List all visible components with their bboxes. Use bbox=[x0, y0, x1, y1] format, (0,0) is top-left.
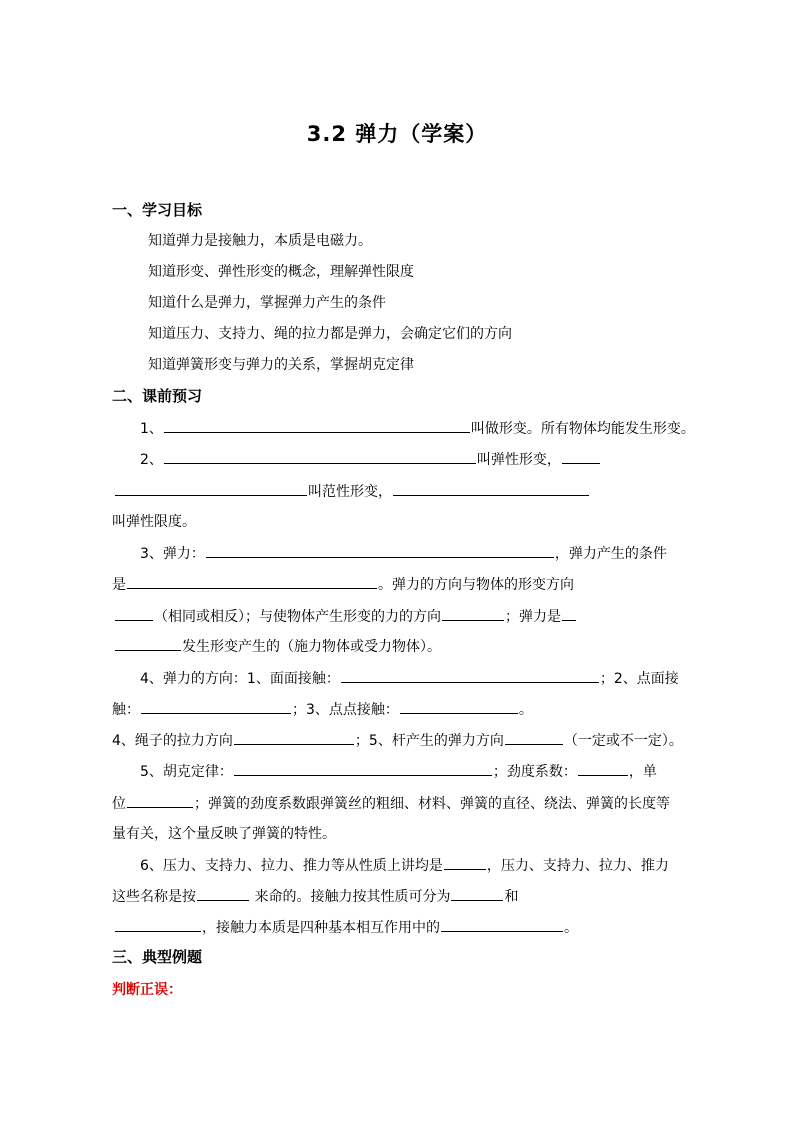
question-5-cont bbox=[112, 793, 670, 814]
question-text: ；2、点面接 bbox=[599, 671, 679, 687]
question-text: ，弹力产生的条件 bbox=[554, 546, 667, 562]
question-text: 3、弹力： bbox=[140, 546, 205, 562]
answer-blank[interactable] bbox=[197, 886, 249, 901]
question-text: 5、胡克定律： bbox=[140, 764, 233, 780]
question-4 bbox=[140, 668, 679, 689]
answer-blank[interactable] bbox=[206, 543, 554, 558]
question-text: 。弹力的方向与物体的形变方向 bbox=[378, 577, 574, 593]
question-text: 4、绳子的拉力方向 bbox=[112, 733, 233, 749]
answer-blank[interactable] bbox=[234, 761, 492, 776]
question-text: 是 bbox=[112, 577, 126, 593]
objective-item: 知道弹簧形变与弹力的关系，掌握胡克定律 bbox=[148, 357, 414, 373]
question-3-cont bbox=[114, 606, 577, 627]
section-heading-examples: 三、典型例题 bbox=[112, 948, 203, 966]
question-text: 触： bbox=[112, 702, 140, 718]
objective-item: 知道压力、支持力、绳的拉力都是弹力，会确定它们的方向 bbox=[148, 326, 512, 342]
question-text: 。 bbox=[564, 920, 578, 936]
answer-blank[interactable] bbox=[451, 886, 503, 901]
answer-blank[interactable] bbox=[442, 606, 504, 621]
objective-item: 知道形变、弹性形变的概念，理解弹性限度 bbox=[148, 264, 414, 280]
answer-blank[interactable] bbox=[115, 481, 307, 496]
question-6-cont bbox=[112, 886, 518, 907]
page-title: 3.2 弹力（学案） bbox=[306, 122, 488, 146]
answer-blank[interactable] bbox=[127, 793, 193, 808]
answer-blank[interactable] bbox=[400, 699, 518, 714]
answer-blank[interactable] bbox=[505, 730, 563, 745]
question-text: ；弹力是 bbox=[505, 609, 561, 625]
question-1 bbox=[140, 418, 695, 439]
question-text: 。 bbox=[518, 702, 533, 718]
question-text: 叫范性形变， bbox=[308, 484, 392, 500]
question-2-cont bbox=[114, 481, 590, 502]
question-number: 1、 bbox=[140, 421, 163, 437]
question-text: 量有关，这个量反映了弹簧的特性。 bbox=[112, 826, 336, 842]
question-text: 发生形变产生的（施力物体或受力物体）。 bbox=[182, 639, 441, 655]
answer-blank[interactable] bbox=[393, 481, 589, 496]
answer-blank[interactable] bbox=[115, 606, 153, 621]
question-4-cont bbox=[112, 699, 533, 720]
question-text: 叫弹性形变， bbox=[476, 452, 561, 468]
section-heading-objectives: 一、学习目标 bbox=[112, 201, 203, 219]
question-text: 这些名称是按 bbox=[112, 889, 196, 905]
question-number: 2、 bbox=[140, 452, 163, 468]
question-text: ，接触力本质是四种基本相互作用中的 bbox=[202, 920, 440, 936]
question-text: 叫弹性限度。 bbox=[112, 514, 196, 530]
question-text: 来命的。接触力按其性质可分为 bbox=[250, 889, 451, 905]
answer-blank[interactable] bbox=[441, 917, 563, 932]
question-text: 位 bbox=[112, 796, 126, 812]
answer-blank[interactable] bbox=[115, 917, 201, 932]
question-6 bbox=[140, 855, 669, 876]
question-text: ；劲度系数： bbox=[492, 764, 577, 780]
answer-blank[interactable] bbox=[115, 636, 181, 651]
answer-blank[interactable] bbox=[562, 606, 576, 621]
question-text: 4、弹力的方向：1、面面接触： bbox=[140, 671, 340, 687]
subsection-label: 判断正误： bbox=[112, 982, 182, 998]
question-text: （一定或不一定）。 bbox=[563, 733, 683, 749]
question-text: ，压力、支持力、拉力、推力 bbox=[486, 858, 669, 874]
objective-item: 知道弹力是接触力，本质是电磁力。 bbox=[148, 233, 372, 249]
question-text: ；5、杆产生的弹力方向 bbox=[354, 733, 504, 749]
answer-blank[interactable] bbox=[341, 668, 599, 683]
question-text: 叫做形变。所有物体均能发生形变。 bbox=[470, 421, 695, 437]
answer-blank[interactable] bbox=[578, 761, 628, 776]
answer-blank[interactable] bbox=[141, 699, 291, 714]
answer-blank[interactable] bbox=[562, 449, 600, 464]
answer-blank[interactable] bbox=[164, 418, 470, 433]
question-6-cont bbox=[114, 917, 578, 938]
question-4b bbox=[112, 730, 683, 751]
question-text: ；3、点点接触： bbox=[292, 702, 399, 718]
question-text: 和 bbox=[504, 889, 519, 905]
answer-blank[interactable] bbox=[127, 574, 377, 589]
question-3 bbox=[140, 543, 667, 564]
question-text: ，单 bbox=[628, 764, 657, 780]
answer-blank[interactable] bbox=[234, 730, 354, 745]
question-text: 6、压力、支持力、拉力、推力等从性质上讲均是 bbox=[140, 858, 443, 874]
question-text: ；弹簧的劲度系数跟弹簧丝的粗细、材料、弹簧的直径、绕法、弹簧的长度等 bbox=[194, 796, 670, 812]
answer-blank[interactable] bbox=[444, 855, 486, 870]
objective-item: 知道什么是弹力，掌握弹力产生的条件 bbox=[148, 295, 386, 311]
question-text: （相同或相反）；与使物体产生形变的力的方向 bbox=[154, 609, 441, 625]
question-2 bbox=[140, 449, 601, 470]
question-3-cont bbox=[114, 636, 441, 657]
section-heading-preview: 二、课前预习 bbox=[112, 387, 203, 405]
question-3-cont bbox=[112, 574, 574, 595]
question-5 bbox=[140, 761, 657, 782]
answer-blank[interactable] bbox=[164, 449, 476, 464]
